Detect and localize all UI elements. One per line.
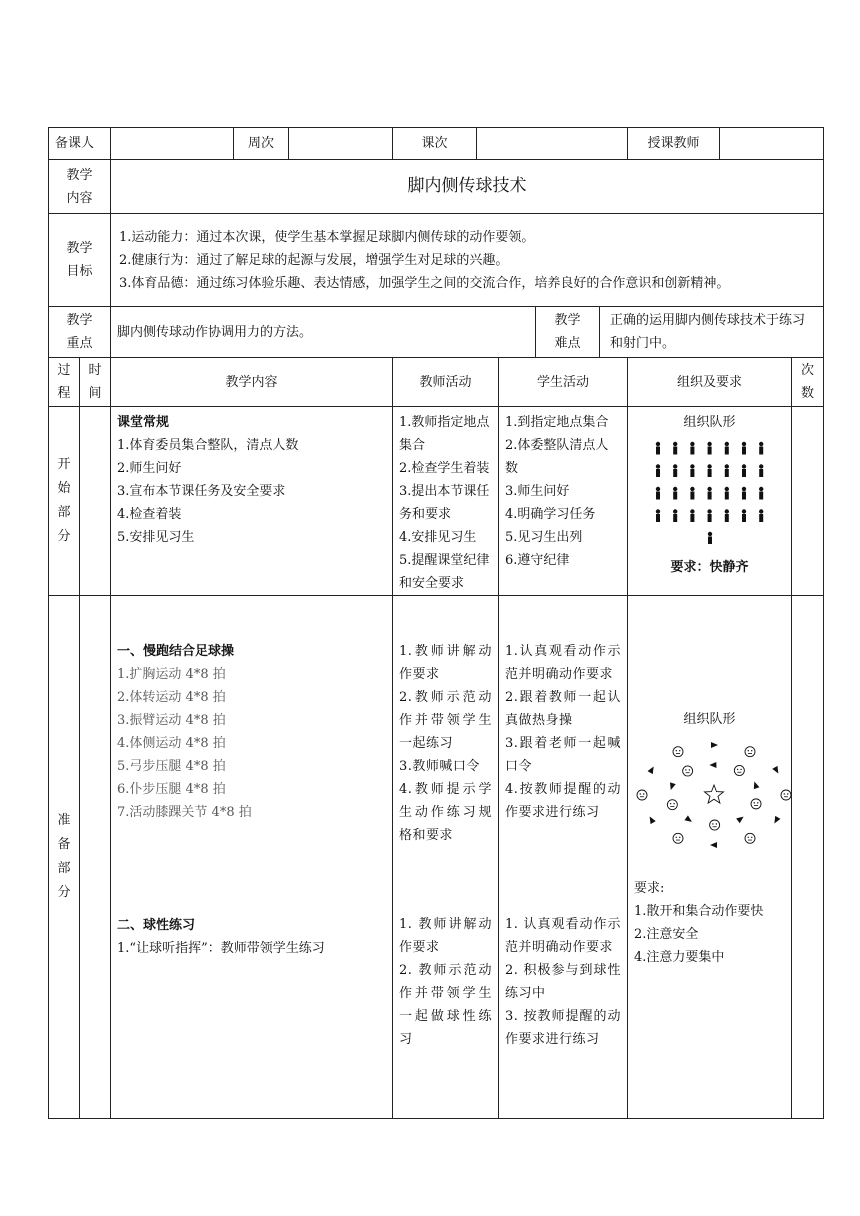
arrow-icon [648, 765, 657, 774]
start-teacher-item: 3.提出本节课任务和要求 [399, 484, 490, 522]
prep-org-title: 组织队形 [683, 712, 736, 727]
week-value[interactable] [289, 128, 393, 160]
student-face-icon [673, 747, 683, 757]
prep-student2 [505, 913, 621, 1051]
teacher-value[interactable] [720, 128, 824, 160]
teacher-star-icon [705, 785, 724, 803]
start-org-title: 组织队形 [683, 415, 736, 430]
goal-item: 2.健康行为：通过了解足球的起源与发展，增强学生对足球的兴趣。 [119, 252, 509, 268]
prep-organization [628, 596, 792, 1119]
lesson-value[interactable] [477, 128, 628, 160]
start-student [499, 407, 628, 596]
student-face-icon [710, 820, 720, 830]
content-row [49, 160, 824, 214]
prep-student-item: 1.认真观看动作示范并明确动作要求 [505, 644, 622, 682]
student-face-icon [745, 747, 755, 757]
student-figure [741, 509, 745, 522]
start-part-label [49, 407, 80, 596]
arrow-icon [709, 762, 716, 768]
student-figure [707, 532, 711, 544]
start-teacher-item: 1.教师指定地点集合 [399, 415, 490, 453]
column-header-row [49, 358, 824, 407]
goals-row [49, 214, 824, 307]
col-student: 学生活动 [499, 358, 628, 407]
difficulty-text: 正确的运用脚内侧传球技术于练习和射门中。 [600, 307, 824, 358]
student-figure [759, 442, 763, 455]
arrow-icon [711, 742, 718, 748]
student-figure [759, 464, 763, 477]
col-teacher: 教师活动 [393, 358, 499, 407]
key-label [49, 307, 111, 358]
lesson-plan-table [48, 127, 824, 1119]
preparer-value[interactable] [111, 128, 234, 160]
header-row [49, 128, 824, 160]
prep-section1-item: 2.体转运动 4*8 拍 [117, 690, 226, 705]
prep-section2-text: 1.“让球听指挥”：教师带领学生练习 [117, 941, 325, 956]
goal-item: 3.体育品德：通过练习体验乐趣、表达情感，加强学生之间的交流合作，培养良好的合作意识和创新精神。 [119, 275, 730, 291]
prep-section1-item: 7.活动膝踝关节 4*8 拍 [117, 805, 252, 820]
start-teacher-item: 5.提醒课堂纪律和安全要求 [399, 553, 490, 591]
lesson-title: 脚内侧传球技术 [111, 160, 824, 214]
prep-part-label [49, 596, 80, 1119]
student-face-icon [673, 833, 683, 843]
teacher-label: 授课教师 [628, 128, 720, 160]
prep-teacher-item: 3.教师喊口令 [399, 759, 480, 774]
student-figure [741, 442, 745, 455]
student-face-icon [745, 833, 755, 843]
start-organization [628, 407, 792, 596]
student-figure [741, 487, 745, 500]
difficulty-label-text: 教学 难点 [554, 313, 581, 351]
student-figure [690, 487, 694, 500]
student-figure [724, 487, 728, 500]
goals-label [49, 214, 111, 307]
student-figure [759, 509, 763, 522]
start-org-requirement: 要求：快静齐 [670, 560, 749, 575]
prep-student-item: 3. 按教师提醒的动作要求进行练习 [505, 1009, 622, 1047]
goals-list [111, 214, 824, 307]
start-time[interactable] [80, 407, 111, 596]
prep-section1-item: 1.扩胸运动 4*8 拍 [117, 667, 226, 682]
arrow-icon [772, 816, 781, 825]
content-label-text: 教学 内容 [66, 167, 93, 206]
start-student-item: 1.到指定地点集合 [505, 415, 609, 430]
content-label [49, 160, 111, 214]
prep-teacher-item: 1. 教师讲解动作要求 [399, 917, 493, 955]
prep-section1-title: 一、慢跑结合足球操 [117, 644, 235, 659]
prep-content [111, 596, 393, 1119]
week-label: 周次 [234, 128, 289, 160]
student-figure [707, 464, 711, 477]
prep-student-item: 1. 认真观看动作示范并明确动作要求 [505, 917, 622, 955]
start-teacher-item: 4.安排见习生 [399, 530, 477, 545]
prep-org-req-item: 4.注意力要集中 [634, 950, 725, 965]
prep-section1-item: 5.弓步压腿 4*8 拍 [117, 759, 226, 774]
prep-teacher-item: 2. 教师示范动作并带领学生一起做球性练习 [399, 963, 493, 1047]
prep-teacher2 [399, 913, 492, 1051]
col-count-text: 次 数 [801, 363, 815, 401]
arrow-icon [772, 766, 781, 775]
formation-grid-figure [650, 434, 770, 544]
student-figure [724, 442, 728, 455]
student-figure [724, 509, 728, 522]
student-figure [690, 442, 694, 455]
arrow-icon [752, 781, 760, 790]
prep-section1-item: 6.仆步压腿 4*8 拍 [117, 782, 226, 797]
prep-part-text: 准 备 部 分 [57, 813, 71, 900]
start-content-item: 2.师生问好 [117, 461, 182, 476]
student-face-icon [683, 766, 693, 776]
difficulty-label [536, 307, 600, 358]
col-time [80, 358, 111, 407]
start-content-item: 1.体育委员集合整队，清点人数 [117, 438, 299, 453]
student-face-icon [667, 800, 677, 810]
focus-row [49, 307, 824, 358]
prep-section1-item: 4.体侧运动 4*8 拍 [117, 736, 226, 751]
start-count[interactable] [792, 407, 824, 596]
student-figure [707, 487, 711, 500]
preparer-label: 备课人 [49, 128, 111, 160]
goals-label-text: 教学 目标 [66, 241, 93, 279]
student-face-icon [751, 799, 761, 809]
student-figure [741, 464, 745, 477]
start-content-item: 3.宣布本节课任务及安全要求 [117, 484, 286, 499]
student-figure [707, 509, 711, 522]
prep-org-req-item: 1.散开和集合动作要快 [634, 904, 764, 919]
student-figure [673, 509, 677, 522]
student-face-icon [781, 790, 791, 800]
student-figure [673, 487, 677, 500]
student-figure [673, 464, 677, 477]
prep-student1 [505, 640, 621, 913]
prep-teacher-item: 2.教师示范动作并带领学生一起练习 [399, 690, 493, 751]
student-figure [655, 487, 659, 500]
start-content-item: 4.检查着装 [117, 507, 182, 522]
start-content [111, 407, 393, 596]
col-process-text: 过 程 [57, 363, 71, 401]
start-teacher-item: 2.检查学生着装 [399, 461, 490, 476]
circle-formation-figure [634, 735, 792, 853]
col-time-text: 时 间 [88, 363, 102, 401]
student-figure [707, 442, 711, 455]
lesson-label: 课次 [393, 128, 477, 160]
prep-section1-item: 3.振臂运动 4*8 拍 [117, 713, 226, 728]
prep-count[interactable] [792, 596, 824, 1119]
start-content-item: 5.安排见习生 [117, 530, 195, 545]
prep-org-req-label: 要求: [634, 881, 665, 896]
prep-student-item: 2.跟着教师一起认真做热身操 [505, 690, 622, 728]
arrow-icon [647, 815, 656, 824]
key-text: 脚内侧传球动作协调用力的方法。 [111, 307, 536, 358]
student-face-icon [734, 765, 744, 775]
student-figure [724, 464, 728, 477]
arrow-icon [710, 842, 717, 848]
arrow-icon [684, 815, 693, 824]
prep-section2-title: 二、球性练习 [117, 918, 196, 933]
student-figure [690, 509, 694, 522]
prep-student-item: 4.按教师提醒的动作要求进行练习 [505, 782, 622, 820]
prep-time[interactable] [80, 596, 111, 1119]
prep-student-item: 3.跟着老师一起喊口令 [505, 736, 622, 774]
student-figure [655, 464, 659, 477]
col-content: 教学内容 [111, 358, 393, 407]
prep-teacher [393, 596, 499, 1119]
arrow-icon [736, 814, 745, 823]
prep-student [499, 596, 628, 1119]
prep-student-item: 2. 积极参与到球性练习中 [505, 963, 622, 1001]
start-student-item: 2.体委整队清点人数 [505, 438, 609, 476]
prep-teacher1 [399, 640, 492, 913]
col-count [792, 358, 824, 407]
start-student-item: 4.明确学习任务 [505, 507, 596, 522]
prep-org-req-item: 2.注意安全 [634, 927, 699, 942]
start-student-item: 6.遵守纪律 [505, 553, 570, 568]
start-part-text: 开 始 部 分 [57, 457, 71, 544]
student-figure [655, 442, 659, 455]
key-label-text: 教学 重点 [66, 313, 93, 351]
student-figure [690, 464, 694, 477]
col-process [49, 358, 80, 407]
prep-teacher-item: 4.教师提示学生动作练习规格和要求 [399, 782, 493, 843]
start-student-item: 5.见习生出列 [505, 530, 583, 545]
student-figure [759, 487, 763, 500]
col-organization: 组织及要求 [628, 358, 792, 407]
prep-teacher-item: 1.教师讲解动作要求 [399, 644, 493, 682]
start-student-item: 3.师生问好 [505, 484, 570, 499]
student-face-icon [637, 790, 647, 800]
start-teacher [393, 407, 499, 596]
start-part-row [49, 407, 824, 596]
arrow-icon [668, 782, 676, 790]
student-figure [673, 442, 677, 455]
goal-item: 1.运动能力：通过本次课，使学生基本掌握足球脚内侧传球的动作要领。 [119, 229, 535, 245]
student-figure [655, 509, 659, 522]
start-content-title: 课堂常规 [117, 415, 170, 430]
prep-part-row [49, 596, 824, 1119]
